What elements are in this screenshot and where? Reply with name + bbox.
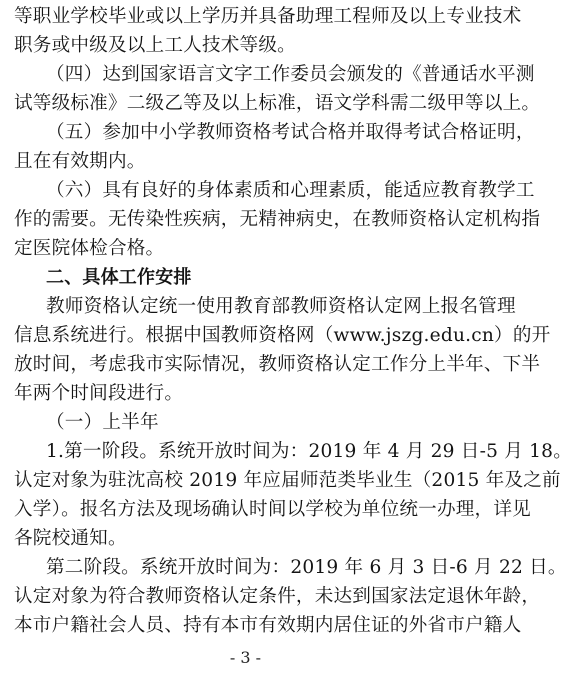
text-line: 认定对象为驻沈高校 2019 年应届师范类毕业生（2015 年及之前 [14,470,561,491]
text-line: 作的需要。无传染性疾病，无精神病史，在教师资格认定机构指 [14,209,541,230]
text-line: 入学）。报名方法及现场确认时间以学校为单位统一办理，详见 [14,499,531,520]
text-line: 放时间，考虑我市实际情况，教师资格认定工作分上半年、下半 [14,354,541,375]
text-line: 试等级标准》二级乙等及以上标准，语文学科需二级甲等以上。 [14,93,541,114]
text-line: 各院校通知。 [14,528,127,549]
text-line: 1.第一阶段。系统开放时间为：2019 年 4 月 29 日-5 月 18。 [46,441,572,462]
text-line: （六）具有良好的身体素质和心理素质，能适应教育教学工 [46,180,535,201]
text-line: 教师资格认定统一使用教育部教师资格认定网上报名管理 [46,296,516,317]
text-line: 职务或中级及以上工人技术等级。 [14,35,296,56]
page-number: - 3 - [229,648,262,667]
section-heading: 二、具体工作安排 [46,267,192,288]
text-line: 第二阶段。系统开放时间为：2019 年 6 月 3 日-6 月 22 日。 [46,557,567,578]
text-line: 定医院体检合格。 [14,238,165,259]
text-line: 信息系统进行。根据中国教师资格网（www.jszg.edu.cn）的开 [14,325,551,346]
text-line: （四）达到国家语言文字工作委员会颁发的《普通话水平测 [46,64,535,85]
text-line: 认定对象为符合教师资格认定条件，未达到国家法定退休年龄， [14,586,541,607]
subsection-heading: （一）上半年 [46,412,159,433]
text-line: 年两个时间段进行。 [14,383,184,404]
text-line: （五）参加中小学教师资格考试合格并取得考试合格证明， [46,122,535,143]
text-line: 本市户籍社会人员、持有本市有效期内居住证的外省市户籍人 [14,615,522,636]
text-line: 且在有效期内。 [14,151,146,172]
text-line: 等职业学校毕业或以上学历并具备助理工程师及以上专业技术 [14,6,522,27]
